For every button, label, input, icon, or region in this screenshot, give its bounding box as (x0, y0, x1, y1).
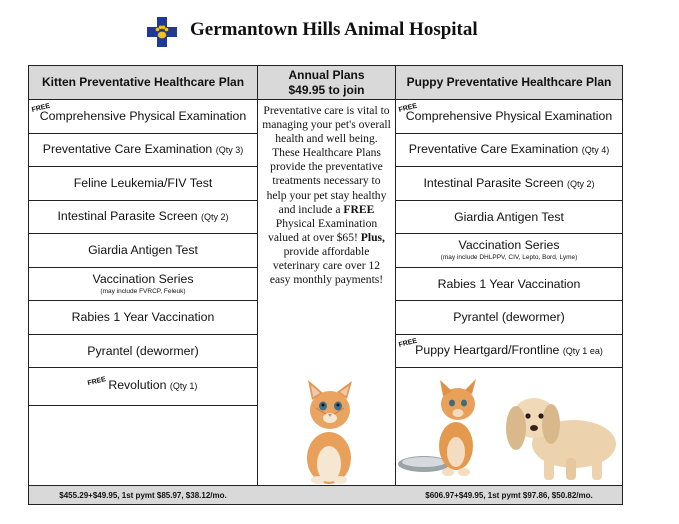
puppy-item-label: Vaccination Series (458, 238, 560, 253)
kitten-item-label: Giardia Antigen Test (88, 243, 198, 258)
puppy-item-label: Pyrantel (dewormer) (453, 310, 565, 325)
description-text: provide affordable veterinary care over 12 easy monthly payments! (269, 244, 384, 287)
puppy-item-qty: (Qty 1 ea) (562, 346, 603, 357)
kitten-item-label: Preventative Care Examination (42, 142, 213, 157)
annual-plans-price: $49.95 to join (288, 82, 365, 97)
puppy-plan-column (396, 66, 622, 368)
kitten-item-label: Vaccination Series (92, 271, 194, 286)
kitten-item (29, 100, 257, 134)
puppy-item (396, 268, 622, 302)
free-badge: FREE (86, 376, 107, 388)
plans-table (28, 65, 623, 505)
puppy-item-label: Giardia Antigen Test (454, 209, 564, 224)
puppy-item-label: Intestinal Parasite Screen (423, 175, 564, 190)
puppy-item (396, 201, 622, 235)
kitten-item-label: Intestinal Parasite Screen (57, 209, 198, 224)
kitten-photo (290, 378, 368, 486)
puppy-item (396, 134, 622, 168)
puppy-item-qty: (Qty 2) (567, 178, 595, 189)
kitten-item (29, 234, 257, 268)
puppy-item-label: Comprehensive Physical Examination (405, 109, 613, 124)
kitten-item-subtext: (may include FVRCP, Feleuk) (100, 287, 186, 295)
kitten-plan-title: Kitten Preventative Healthcare Plan (29, 66, 257, 100)
puppy-item-qty: (Qty 4) (581, 145, 610, 156)
kitten-item-qty: (Qty 2) (201, 212, 229, 223)
puppy-plan-title: Puppy Preventative Healthcare Plan (396, 66, 622, 100)
annual-plans-header (258, 66, 395, 100)
puppy-item-label: Rabies 1 Year Vaccination (437, 276, 581, 291)
description-text: Preventative care is vital to managing your pet's overall health and well being. These Healthcare Plans provide the preventative treatments necessary to help your pet stay healthy and include a (262, 104, 391, 216)
kitten-plan-pricing: $455.29+$49.95, 1st pymt $85.97, $38.12/mo. (29, 485, 257, 504)
free-badge: FREE (31, 102, 51, 114)
puppy-item (396, 100, 622, 134)
kitten-item-label: Comprehensive Physical Examination (39, 109, 247, 124)
puppy-item-label: Preventative Care Examination (408, 142, 579, 157)
puppy-plan-pricing: $606.97+$49.95, 1st pymt $97.86, $50.82/mo. (396, 485, 622, 504)
hospital-cross-paw-logo-icon (146, 16, 178, 48)
kitten-item-qty: (Qty 3) (215, 145, 244, 156)
kitten-and-puppy-photo (396, 372, 622, 486)
kitten-item (29, 167, 257, 201)
annual-plans-column (257, 66, 396, 504)
puppy-item (396, 234, 622, 268)
kitten-item-label: Pyrantel (dewormer) (87, 343, 199, 358)
kitten-item (29, 301, 257, 335)
hospital-title: Germantown Hills Animal Hospital (190, 19, 478, 40)
description-free: FREE (343, 202, 375, 216)
kitten-item-label: Revolution (108, 378, 167, 392)
page-header (0, 0, 679, 58)
kitten-item-label: Rabies 1 Year Vaccination (71, 310, 215, 325)
free-badge: FREE (398, 102, 418, 114)
description-text: Physical Examination valued at over $65! (268, 216, 378, 244)
kitten-item (29, 268, 257, 302)
kitten-item (29, 335, 257, 369)
kitten-item (29, 368, 257, 406)
puppy-item (396, 167, 622, 201)
annual-plans-description (258, 100, 395, 287)
kitten-item-qty: (Qty 1) (169, 381, 198, 391)
puppy-item (396, 301, 622, 335)
puppy-item-subtext: (may include DHLPPV, CIV, Lepto, Bord, Lyme) (440, 254, 578, 262)
kitten-item-label: Feline Leukemia/FIV Test (73, 176, 213, 191)
kitten-item (29, 134, 257, 168)
puppy-item (396, 335, 622, 369)
kitten-plan-column (29, 66, 257, 406)
annual-plans-footer-spacer (257, 485, 396, 504)
description-plus: Plus, (360, 230, 385, 244)
puppy-item-label: Puppy Heartgard/Frontline (415, 343, 560, 358)
free-badge: FREE (398, 337, 418, 349)
annual-plans-title: Annual Plans (288, 67, 365, 82)
kitten-item (29, 201, 257, 235)
